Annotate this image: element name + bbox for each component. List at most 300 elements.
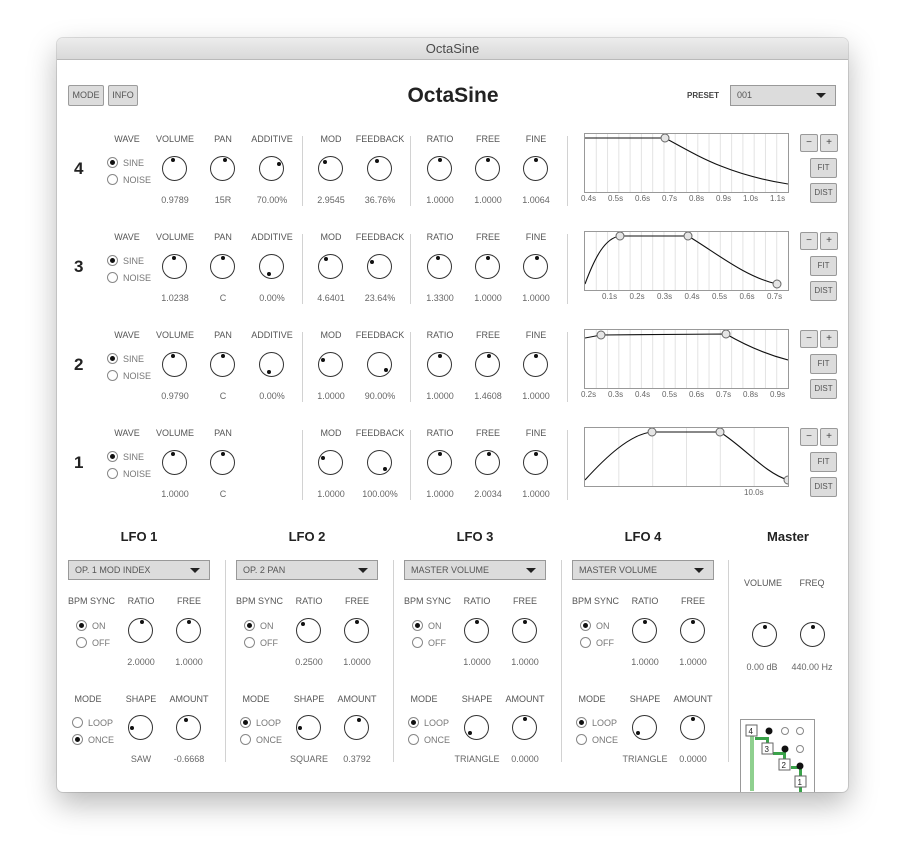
operator-4-separator-2 — [410, 136, 411, 206]
operator-2-free-label: FREE — [475, 330, 500, 340]
operator-3-feedback-knob[interactable] — [367, 254, 392, 279]
operator-1-pan-value: C — [219, 489, 227, 499]
operator-4-pan-label: PAN — [214, 134, 232, 144]
master-freq-label: FREQ — [799, 578, 825, 588]
operator-1-wave-label: WAVE — [114, 428, 140, 438]
lfo-3-once-radio[interactable] — [408, 734, 419, 745]
lfo-4-sync-on-radio[interactable] — [580, 620, 591, 631]
lfo-3-separator — [393, 560, 394, 762]
operator-3-fine-knob[interactable] — [523, 254, 548, 279]
lfo-4-title: LFO 4 — [624, 529, 662, 544]
operator-3-envelope-editor[interactable] — [584, 231, 789, 291]
operator-2-wave-label: WAVE — [114, 330, 140, 340]
operator-4-fine-label: FINE — [525, 134, 547, 144]
operator-3-envelope-tick: 0.2s — [629, 292, 645, 301]
operator-2-envelope-tick: 0.3s — [608, 390, 624, 399]
master-title: Master — [767, 529, 809, 544]
lfo-2-target-dropdown[interactable] — [236, 560, 378, 580]
operator-3-pan-value: C — [219, 293, 227, 303]
lfo-2-ratio-label: RATIO — [295, 596, 323, 606]
lfo-3-amount-label: AMOUNT — [505, 694, 545, 704]
operator-2-envelope-tick: 0.4s — [635, 390, 651, 399]
operator-2-zoom-in-button[interactable]: + — [820, 330, 838, 348]
operator-2-number: 2 — [74, 355, 84, 374]
operator-4-additive-value: 70.00% — [256, 195, 288, 205]
operator-1-mod-value: 1.0000 — [317, 489, 345, 499]
operator-3-ratio-value: 1.3300 — [426, 293, 454, 303]
operator-2-envelope-tick: 0.7s — [716, 390, 732, 399]
operator-1-feedback-knob[interactable] — [367, 450, 392, 475]
operator-3-pan-knob[interactable] — [210, 254, 235, 279]
lfo-4-amount-value: 0.0000 — [679, 754, 707, 764]
lfo-2-amount-value: 0.3792 — [343, 754, 371, 764]
operator-1-free-label: FREE — [475, 428, 500, 438]
operator-4-free-value: 1.0000 — [474, 195, 502, 205]
operator-4-noise-radio[interactable] — [107, 174, 118, 185]
operator-3-dist-button[interactable]: DIST — [810, 281, 837, 301]
lfo-3-sync-on-radio[interactable] — [412, 620, 423, 631]
operator-4-separator-3 — [567, 136, 568, 206]
operator-3-free-knob[interactable] — [475, 254, 500, 279]
operator-1-envelope-graph — [585, 428, 788, 486]
operator-3-free-label: FREE — [475, 232, 500, 242]
operator-2-ratio-label: RATIO — [426, 330, 454, 340]
operator-1-free-value: 2.0034 — [474, 489, 502, 499]
operator-2-envelope-editor[interactable] — [584, 329, 789, 389]
window-title: OctaSine — [57, 38, 848, 60]
operator-2-noise-radio[interactable] — [107, 370, 118, 381]
operator-1-sine-label: SINE — [123, 452, 145, 462]
master-freq-knob[interactable] — [800, 622, 825, 647]
operator-3-envelope-handle[interactable] — [773, 280, 781, 288]
lfo-2-ratio-value: 0.2500 — [295, 657, 323, 667]
lfo-2-loop-label: LOOP — [256, 718, 282, 728]
lfo-3-once-label: ONCE — [424, 735, 451, 745]
lfo-1-sync-on-radio[interactable] — [76, 620, 87, 631]
lfo-4-amount-label: AMOUNT — [673, 694, 713, 704]
operator-4-number: 4 — [74, 159, 84, 178]
operator-3-mod-value: 4.6401 — [317, 293, 345, 303]
lfo-2-once-label: ONCE — [256, 735, 283, 745]
operator-2-volume-knob[interactable] — [162, 352, 187, 377]
operator-2-envelope-handle[interactable] — [722, 330, 730, 338]
lfo-2-loop-radio[interactable] — [240, 717, 251, 728]
operator-3-envelope-tick: 0.7s — [767, 292, 783, 301]
operator-4-feedback-value: 36.76% — [364, 195, 396, 205]
lfo-2-ratio-knob[interactable] — [296, 618, 321, 643]
operator-2-fine-knob[interactable] — [523, 352, 548, 377]
operator-4-mod-label: MOD — [320, 134, 342, 144]
operator-2-ratio-value: 1.0000 — [426, 391, 454, 401]
operator-3-fine-value: 1.0000 — [522, 293, 550, 303]
lfo-4-mode-label: MODE — [578, 694, 606, 704]
lfo-3-free-label: FREE — [512, 596, 537, 606]
modulation-matrix-graphic — [741, 720, 814, 792]
mode-button[interactable]: MODE — [68, 85, 104, 106]
operator-1-envelope-tick: 10.0s — [744, 488, 764, 497]
routing-op-2: 2 — [781, 761, 786, 770]
lfo-1-shape-label: SHAPE — [125, 694, 157, 704]
operator-3-zoom-out-button[interactable]: − — [800, 232, 818, 250]
lfo-4-target-dropdown[interactable] — [572, 560, 714, 580]
chevron-down-icon — [358, 568, 368, 573]
operator-4-volume-value: 0.9789 — [161, 195, 189, 205]
lfo-2-mode-label: MODE — [242, 694, 270, 704]
operator-4-separator-1 — [302, 136, 303, 206]
operator-2-envelope-tick: 0.9s — [770, 390, 786, 399]
operator-2-envelope-tick: 0.5s — [662, 390, 678, 399]
lfo-2-sync-on-radio[interactable] — [244, 620, 255, 631]
lfo-3-loop-radio[interactable] — [408, 717, 419, 728]
operator-1-number: 1 — [74, 453, 84, 472]
lfo-2-free-label: FREE — [344, 596, 369, 606]
operator-3-separator-3 — [567, 234, 568, 304]
operator-2-envelope-handle[interactable] — [597, 331, 605, 339]
lfo-4-shape-knob[interactable] — [632, 715, 657, 740]
lfo-3-target-dropdown[interactable] — [404, 560, 546, 580]
operator-2-separator-2 — [410, 332, 411, 402]
lfo-4-free-label: FREE — [680, 596, 705, 606]
operator-1-mod-knob[interactable] — [318, 450, 343, 475]
operator-4-envelope-tick: 0.6s — [635, 194, 651, 203]
operator-1-fine-label: FINE — [525, 428, 547, 438]
lfo-2-amount-label: AMOUNT — [337, 694, 377, 704]
operator-4-pan-value: 15R — [214, 195, 232, 205]
operator-2-free-knob[interactable] — [475, 352, 500, 377]
preset-value: 001 — [737, 90, 753, 100]
operator-2-additive-knob[interactable] — [259, 352, 284, 377]
operator-3-additive-value: 0.00% — [259, 293, 285, 303]
operator-4-fine-value: 1.0064 — [522, 195, 550, 205]
operator-1-feedback-value: 100.00% — [362, 489, 398, 499]
lfo-4-once-label: ONCE — [592, 735, 619, 745]
operator-1-ratio-value: 1.0000 — [426, 489, 454, 499]
lfo-4-sync-off-radio[interactable] — [580, 637, 591, 648]
lfo-4-separator — [561, 560, 562, 762]
lfo-2-shape-value: SQUARE — [289, 754, 328, 764]
lfo-4-sync-on-label: ON — [596, 621, 610, 631]
operator-1-zoom-in-button[interactable]: + — [820, 428, 838, 446]
operator-3-ratio-knob[interactable] — [427, 254, 452, 279]
operator-3-fine-label: FINE — [525, 232, 547, 242]
operator-4-envelope-tick: 0.9s — [716, 194, 732, 203]
operator-2-fit-button[interactable]: FIT — [810, 354, 837, 374]
lfo-1-title: LFO 1 — [120, 529, 158, 544]
operator-2-volume-value: 0.9790 — [161, 391, 189, 401]
operator-3-envelope-handle[interactable] — [684, 232, 692, 240]
lfo-3-loop-label: LOOP — [424, 718, 450, 728]
operator-4-fine-knob[interactable] — [523, 156, 548, 181]
operator-2-envelope-tick: 0.8s — [743, 390, 759, 399]
lfo-4-free-value: 1.0000 — [679, 657, 707, 667]
operator-1-envelope-editor[interactable] — [584, 427, 789, 487]
operator-4-envelope-tick: 0.7s — [662, 194, 678, 203]
lfo-3-shape-label: SHAPE — [461, 694, 493, 704]
operator-4-sine-radio[interactable] — [107, 157, 118, 168]
lfo-2-separator — [225, 560, 226, 762]
operator-1-ratio-knob[interactable] — [427, 450, 452, 475]
operator-2-separator-1 — [302, 332, 303, 402]
operator-2-pan-value: C — [219, 391, 227, 401]
operator-2-separator-3 — [567, 332, 568, 402]
lfo-4-loop-radio[interactable] — [576, 717, 587, 728]
operator-3-envelope-handle[interactable] — [616, 232, 624, 240]
operator-3-wave-label: WAVE — [114, 232, 140, 242]
operator-2-envelope-tick: 0.6s — [689, 390, 705, 399]
lfo-3-target-value: MASTER VOLUME — [411, 565, 490, 575]
operator-3-additive-knob[interactable] — [259, 254, 284, 279]
operator-1-fine-value: 1.0000 — [522, 489, 550, 499]
lfo-2-once-radio[interactable] — [240, 734, 251, 745]
lfo-3-amount-knob[interactable] — [512, 715, 537, 740]
lfo-2-bpm-sync-label: BPM SYNC — [236, 596, 284, 606]
lfo-3-sync-off-radio[interactable] — [412, 637, 423, 648]
lfo-2-shape-knob[interactable] — [296, 715, 321, 740]
operator-4-noise-label: NOISE — [123, 175, 152, 185]
operator-3-feedback-label: FEEDBACK — [355, 232, 405, 242]
operator-4-volume-label: VOLUME — [155, 134, 194, 144]
lfo-3-mode-label: MODE — [410, 694, 438, 704]
lfo-1-target-dropdown[interactable] — [68, 560, 210, 580]
operator-4-zoom-in-button[interactable]: + — [820, 134, 838, 152]
operator-3-mod-knob[interactable] — [318, 254, 343, 279]
operator-4-free-label: FREE — [475, 134, 500, 144]
chevron-down-icon — [816, 93, 826, 98]
operator-1-volume-knob[interactable] — [162, 450, 187, 475]
operator-3-noise-label: NOISE — [123, 273, 152, 283]
lfo-4-loop-label: LOOP — [592, 718, 618, 728]
lfo-1-free-label: FREE — [176, 596, 201, 606]
lfo-1-bpm-sync-label: BPM SYNC — [68, 596, 116, 606]
operator-1-free-knob[interactable] — [475, 450, 500, 475]
operator-4-envelope-tick: 0.4s — [581, 194, 597, 203]
operator-3-envelope-tick: 0.3s — [657, 292, 673, 301]
operator-3-noise-radio[interactable] — [107, 272, 118, 283]
lfo-4-ratio-knob[interactable] — [632, 618, 657, 643]
operator-4-additive-knob[interactable] — [259, 156, 284, 181]
operator-2-additive-value: 0.00% — [259, 391, 285, 401]
operator-3-volume-value: 1.0238 — [161, 293, 189, 303]
operator-4-envelope-editor[interactable] — [584, 133, 789, 193]
lfo-1-ratio-knob[interactable] — [128, 618, 153, 643]
operator-1-noise-radio[interactable] — [107, 468, 118, 479]
app-title: OctaSine — [407, 84, 499, 107]
lfo-3-shape-value: TRIANGLE — [454, 754, 500, 764]
operator-1-envelope-handle[interactable] — [716, 428, 724, 436]
operator-1-mod-label: MOD — [320, 428, 342, 438]
operator-1-fit-button[interactable]: FIT — [810, 452, 837, 472]
operator-2-volume-label: VOLUME — [155, 330, 194, 340]
operator-4-dist-button[interactable]: DIST — [810, 183, 837, 203]
operator-1-separator-2 — [410, 430, 411, 500]
lfo-1-once-label: ONCE — [88, 735, 115, 745]
lfo-3-sync-on-label: ON — [428, 621, 442, 631]
operator-3-envelope-tick: 0.1s — [602, 292, 618, 301]
lfo-4-sync-off-label: OFF — [596, 638, 614, 648]
app-window — [57, 38, 848, 792]
master-freq-value: 440.00 Hz — [791, 662, 833, 672]
operator-2-ratio-knob[interactable] — [427, 352, 452, 377]
operator-2-feedback-value: 90.00% — [364, 391, 396, 401]
operator-1-fine-knob[interactable] — [523, 450, 548, 475]
operator-4-mod-knob[interactable] — [318, 156, 343, 181]
lfo-3-free-value: 1.0000 — [511, 657, 539, 667]
info-button[interactable]: INFO — [108, 85, 138, 106]
operator-2-sine-label: SINE — [123, 354, 145, 364]
operator-4-ratio-knob[interactable] — [427, 156, 452, 181]
operator-3-zoom-in-button[interactable]: + — [820, 232, 838, 250]
lfo-4-once-radio[interactable] — [576, 734, 587, 745]
lfo-1-free-value: 1.0000 — [175, 657, 203, 667]
lfo-2-sync-off-radio[interactable] — [244, 637, 255, 648]
lfo-3-ratio-knob[interactable] — [464, 618, 489, 643]
lfo-2-free-value: 1.0000 — [343, 657, 371, 667]
operator-3-sine-radio[interactable] — [107, 255, 118, 266]
chevron-down-icon — [190, 568, 200, 573]
lfo-1-shape-value: SAW — [130, 754, 152, 764]
master-separator — [728, 560, 729, 762]
operator-4-free-knob[interactable] — [475, 156, 500, 181]
operator-1-volume-label: VOLUME — [155, 428, 194, 438]
operator-2-sine-radio[interactable] — [107, 353, 118, 364]
operator-1-sine-radio[interactable] — [107, 451, 118, 462]
operator-1-envelope-handle[interactable] — [648, 428, 656, 436]
operator-2-noise-label: NOISE — [123, 371, 152, 381]
lfo-4-shape-value: TRIANGLE — [622, 754, 668, 764]
lfo-1-once-radio[interactable] — [72, 734, 83, 745]
operator-1-volume-value: 1.0000 — [161, 489, 189, 499]
operator-3-free-value: 1.0000 — [474, 293, 502, 303]
operator-1-dist-button[interactable]: DIST — [810, 477, 837, 497]
routing-op-3: 3 — [764, 745, 769, 754]
operator-2-dist-button[interactable]: DIST — [810, 379, 837, 399]
lfo-2-amount-knob[interactable] — [344, 715, 369, 740]
operator-4-envelope-tick: 1.1s — [770, 194, 786, 203]
operator-1-pan-label: PAN — [214, 428, 232, 438]
operator-3-envelope-tick: 0.4s — [684, 292, 700, 301]
lfo-1-loop-label: LOOP — [88, 718, 114, 728]
operator-3-number: 3 — [74, 257, 84, 276]
operator-1-feedback-label: FEEDBACK — [355, 428, 405, 438]
lfo-1-sync-on-label: ON — [92, 621, 106, 631]
operator-4-feedback-knob[interactable] — [367, 156, 392, 181]
lfo-4-free-knob[interactable] — [680, 618, 705, 643]
operator-3-envelope-tick: 0.6s — [739, 292, 755, 301]
operator-2-envelope-graph — [585, 330, 788, 388]
lfo-4-target-value: MASTER VOLUME — [579, 565, 658, 575]
operator-1-noise-label: NOISE — [123, 469, 152, 479]
modulation-matrix[interactable] — [740, 719, 815, 792]
lfo-3-shape-knob[interactable] — [464, 715, 489, 740]
operator-3-ratio-label: RATIO — [426, 232, 454, 242]
lfo-1-mode-label: MODE — [74, 694, 102, 704]
operator-2-feedback-knob[interactable] — [367, 352, 392, 377]
operator-2-fine-label: FINE — [525, 330, 547, 340]
lfo-1-ratio-label: RATIO — [127, 596, 155, 606]
operator-4-sine-label: SINE — [123, 158, 145, 168]
operator-4-wave-label: WAVE — [114, 134, 140, 144]
lfo-4-ratio-label: RATIO — [631, 596, 659, 606]
lfo-3-sync-off-label: OFF — [428, 638, 446, 648]
operator-1-separator-3 — [567, 430, 568, 500]
operator-2-pan-knob[interactable] — [210, 352, 235, 377]
operator-1-envelope-handle[interactable] — [784, 476, 788, 484]
operator-1-pan-knob[interactable] — [210, 450, 235, 475]
operator-3-mod-label: MOD — [320, 232, 342, 242]
lfo-1-amount-knob[interactable] — [176, 715, 201, 740]
operator-4-ratio-value: 1.0000 — [426, 195, 454, 205]
routing-op-4: 4 — [748, 727, 753, 736]
operator-3-envelope-graph — [585, 232, 788, 290]
operator-4-envelope-tick: 0.5s — [608, 194, 624, 203]
operator-1-zoom-out-button[interactable]: − — [800, 428, 818, 446]
routing-op-1: 1 — [797, 778, 802, 787]
operator-1-ratio-label: RATIO — [426, 428, 454, 438]
chevron-down-icon — [526, 568, 536, 573]
operator-2-feedback-label: FEEDBACK — [355, 330, 405, 340]
operator-4-fit-button[interactable]: FIT — [810, 158, 837, 178]
operator-3-separator-1 — [302, 234, 303, 304]
lfo-1-sync-off-radio[interactable] — [76, 637, 87, 648]
lfo-3-free-knob[interactable] — [512, 618, 537, 643]
operator-2-pan-label: PAN — [214, 330, 232, 340]
operator-1-separator-1 — [302, 430, 303, 500]
lfo-1-loop-radio[interactable] — [72, 717, 83, 728]
operator-4-envelope-tick: 0.8s — [689, 194, 705, 203]
operator-3-feedback-value: 23.64% — [364, 293, 396, 303]
master-volume-value: 0.00 dB — [746, 662, 778, 672]
operator-4-envelope-handle[interactable] — [661, 134, 669, 142]
operator-2-mod-value: 1.0000 — [317, 391, 345, 401]
lfo-2-free-knob[interactable] — [344, 618, 369, 643]
lfo-1-free-knob[interactable] — [176, 618, 201, 643]
operator-4-volume-knob[interactable] — [162, 156, 187, 181]
master-volume-knob[interactable] — [752, 622, 777, 647]
lfo-2-title: LFO 2 — [288, 529, 326, 544]
operator-2-free-value: 1.4608 — [474, 391, 502, 401]
operator-2-zoom-out-button[interactable]: − — [800, 330, 818, 348]
lfo-1-ratio-value: 2.0000 — [127, 657, 155, 667]
operator-2-envelope-tick: 0.2s — [581, 390, 597, 399]
preset-dropdown[interactable] — [730, 85, 836, 106]
lfo-2-target-value: OP. 2 PAN — [243, 565, 286, 575]
lfo-2-shape-label: SHAPE — [293, 694, 325, 704]
operator-2-fine-value: 1.0000 — [522, 391, 550, 401]
operator-4-zoom-out-button[interactable]: − — [800, 134, 818, 152]
operator-2-mod-knob[interactable] — [318, 352, 343, 377]
lfo-3-bpm-sync-label: BPM SYNC — [404, 596, 452, 606]
lfo-2-sync-on-label: ON — [260, 621, 274, 631]
operator-3-volume-label: VOLUME — [155, 232, 194, 242]
operator-4-additive-label: ADDITIVE — [251, 134, 293, 144]
operator-3-volume-knob[interactable] — [162, 254, 187, 279]
chevron-down-icon — [694, 568, 704, 573]
operator-4-mod-value: 2.9545 — [317, 195, 345, 205]
operator-4-envelope-tick: 1.0s — [743, 194, 759, 203]
operator-3-fit-button[interactable]: FIT — [810, 256, 837, 276]
lfo-1-amount-label: AMOUNT — [169, 694, 209, 704]
operator-4-pan-knob[interactable] — [210, 156, 235, 181]
preset-label: PRESET — [687, 91, 720, 100]
lfo-3-ratio-label: RATIO — [463, 596, 491, 606]
master-volume-label: VOLUME — [743, 578, 782, 588]
operator-2-additive-label: ADDITIVE — [251, 330, 293, 340]
lfo-1-shape-knob[interactable] — [128, 715, 153, 740]
lfo-4-amount-knob[interactable] — [680, 715, 705, 740]
lfo-1-amount-value: -0.6668 — [173, 754, 205, 764]
lfo-1-sync-off-label: OFF — [92, 638, 110, 648]
operator-4-feedback-label: FEEDBACK — [355, 134, 405, 144]
